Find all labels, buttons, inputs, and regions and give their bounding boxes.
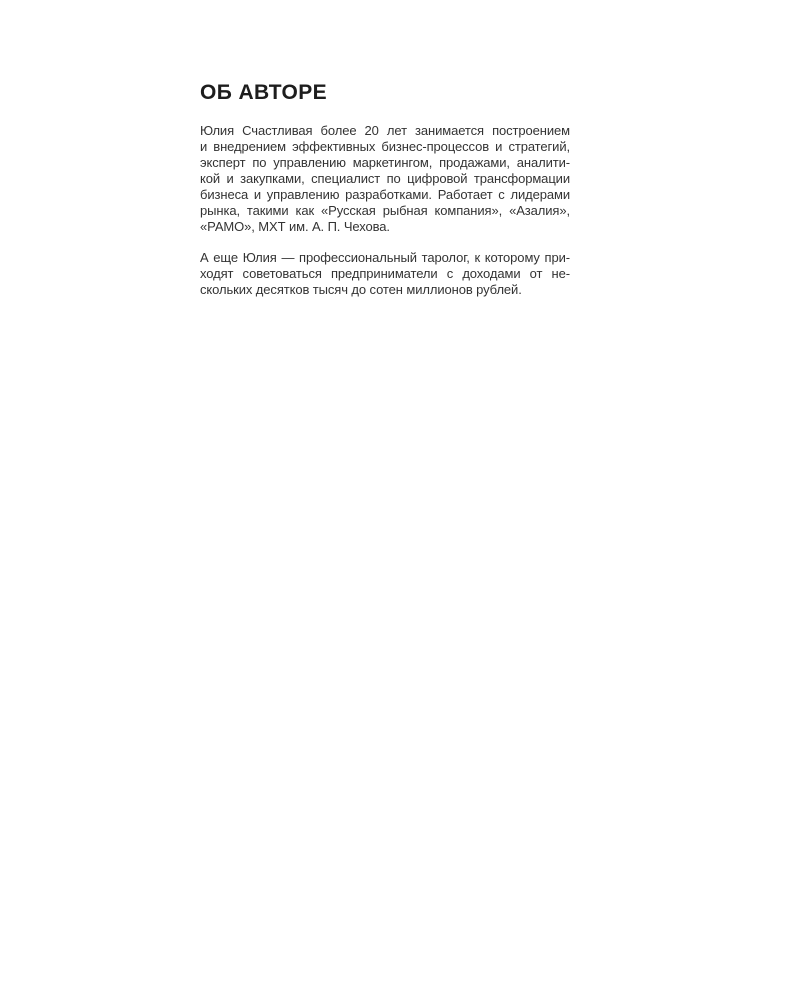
text-line: бизнеса и управлению разработками. Работает с лидерами [200, 187, 570, 202]
text-line: и внедрением эффективных бизнес-процессов и стратегий, [200, 139, 570, 154]
paragraph-tarot [200, 250, 570, 298]
paragraph-bio [200, 123, 570, 235]
text-line: кой и закупками, специалист по цифровой трансформации [200, 171, 570, 186]
text-line: «РАМО», МХТ им. А. П. Чехова. [200, 219, 390, 234]
text-line: Юлия Счастливая более 20 лет занимается построением [200, 123, 570, 138]
text-line: эксперт по управлению маркетингом, продажами, аналити- [200, 155, 570, 170]
about-author-section [200, 81, 570, 313]
text-line: скольких десятков тысяч до сотен миллионов рублей. [200, 282, 522, 297]
text-line: ходят советоваться предприниматели с доходами от не- [200, 266, 570, 281]
text-line: А еще Юлия — профессиональный таролог, к которому при- [200, 250, 570, 265]
section-heading: ОБ АВТОРЕ [200, 81, 328, 104]
text-line: рынка, такими как «Русская рыбная компания», «Азалия», [200, 203, 570, 218]
